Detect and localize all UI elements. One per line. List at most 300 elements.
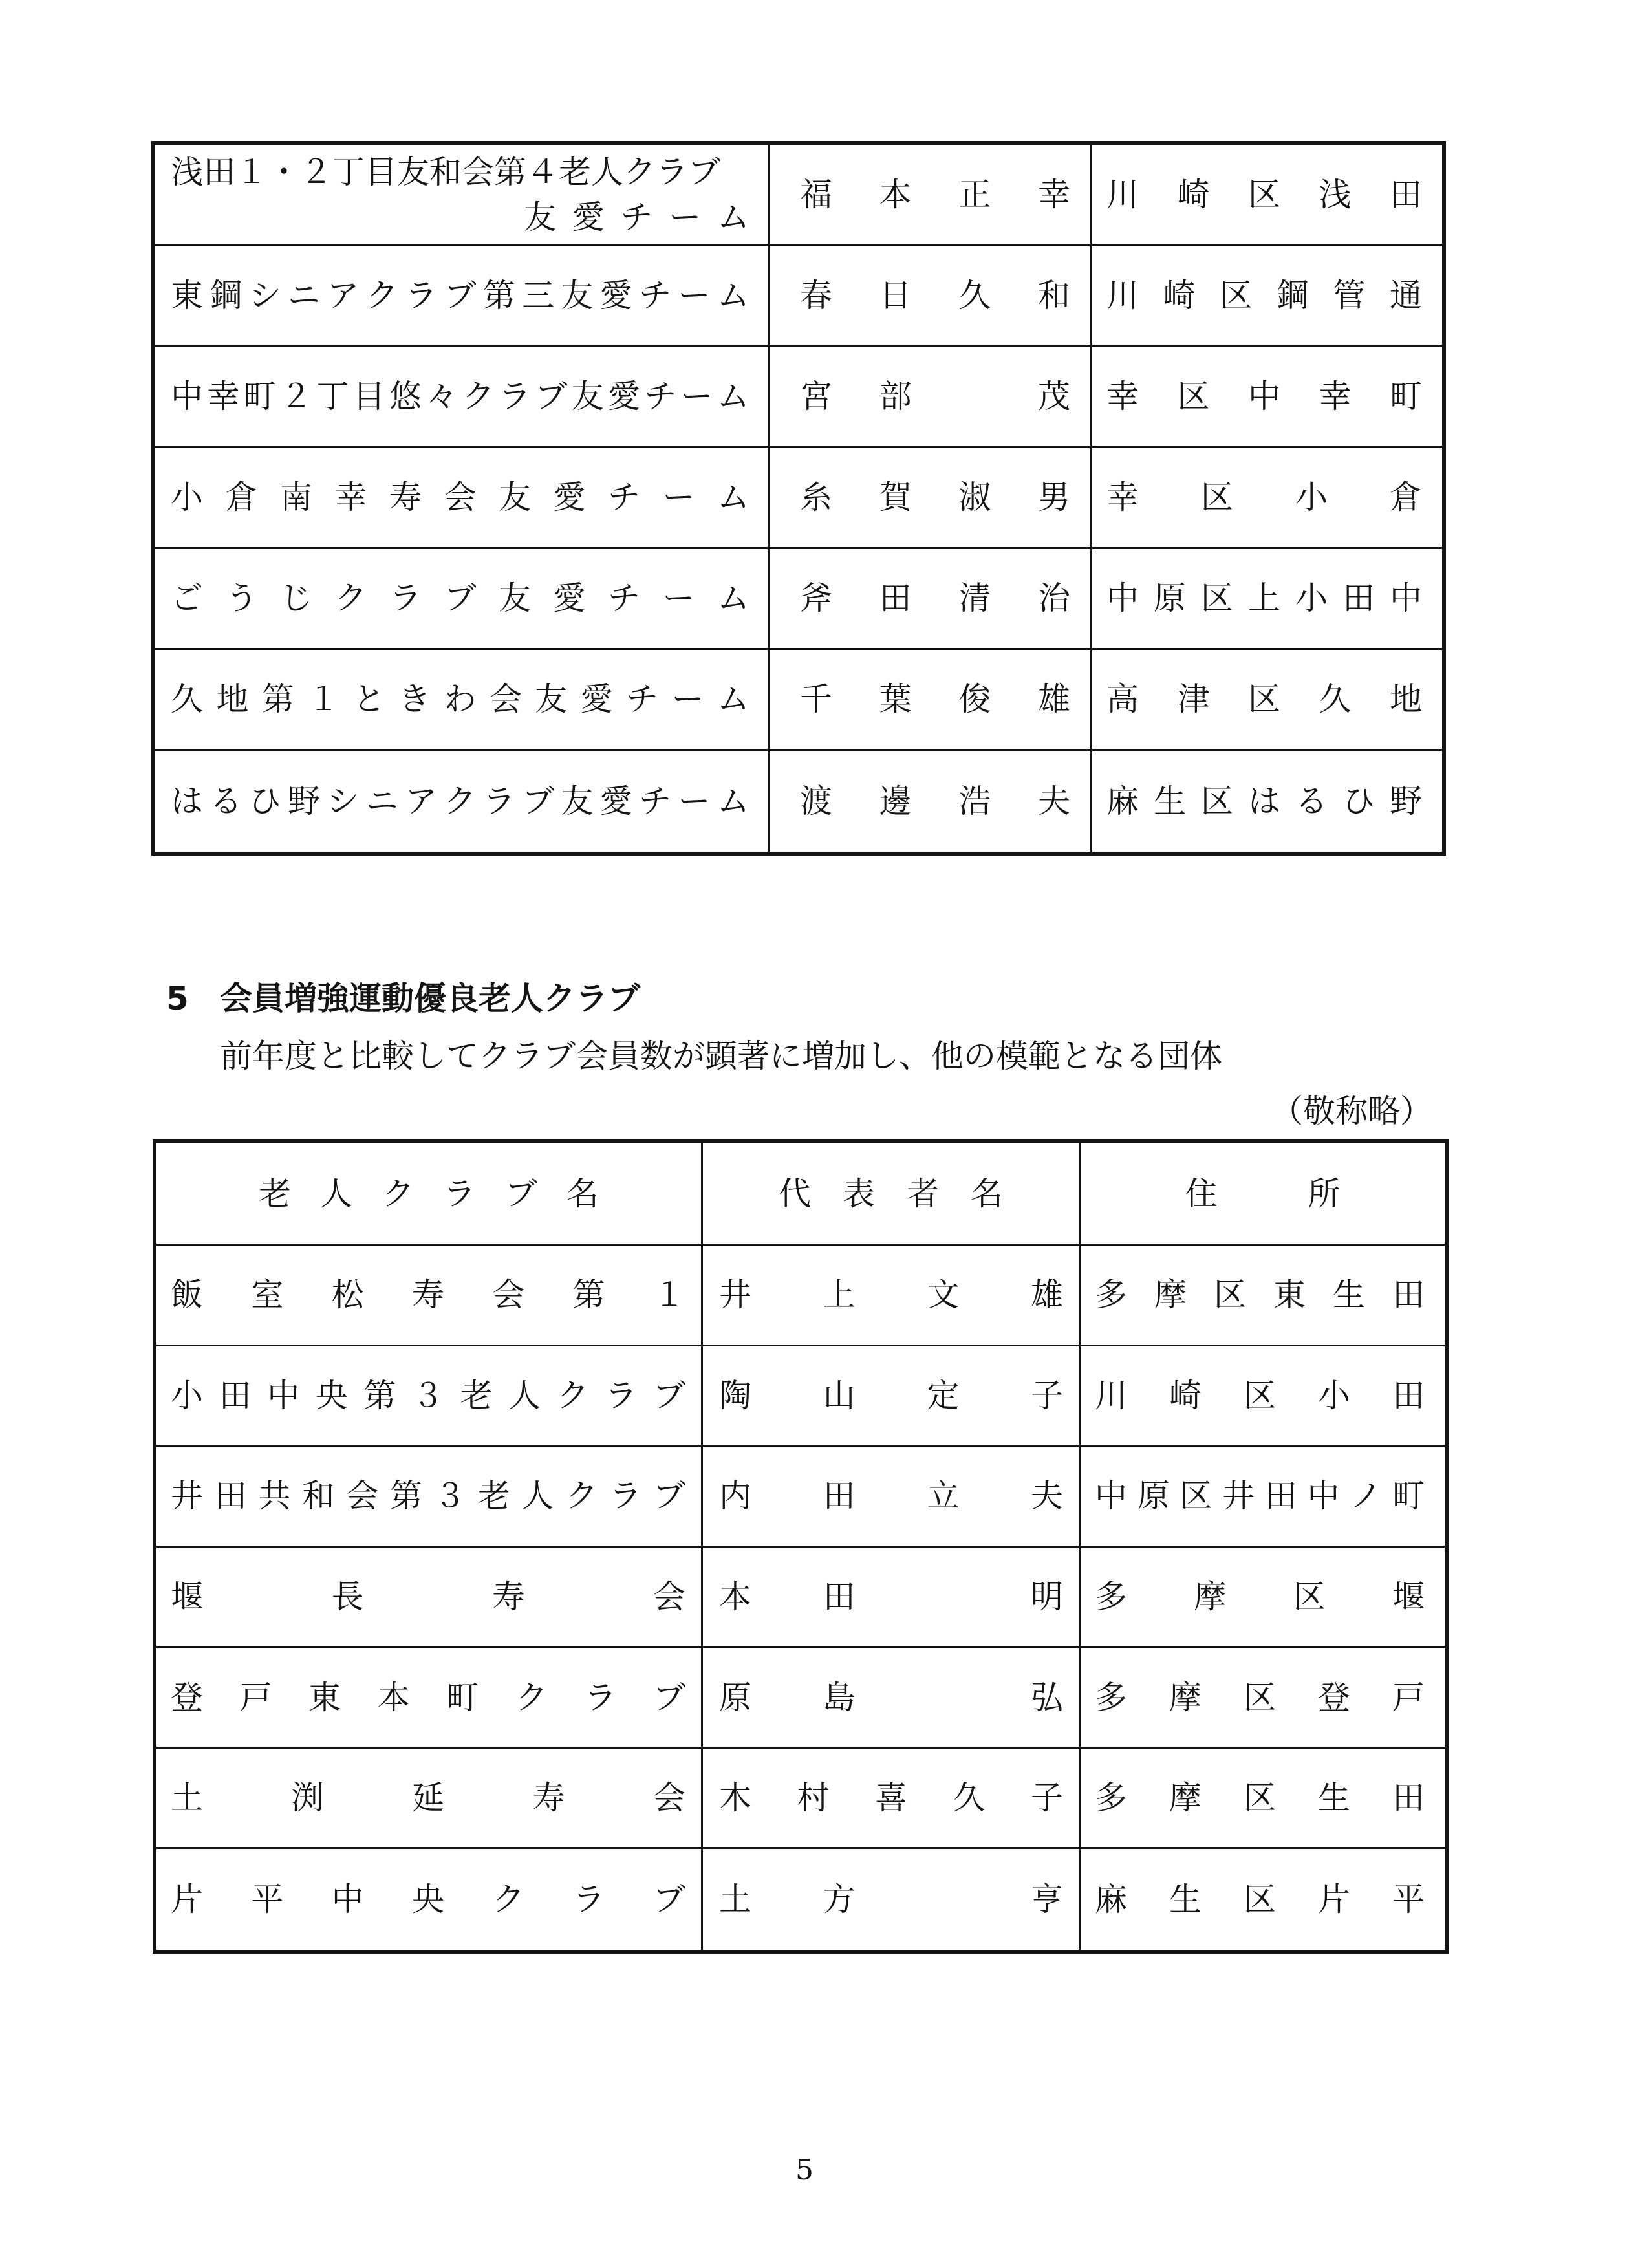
club-name <box>171 377 749 415</box>
glyph: 悠 <box>389 377 422 415</box>
glyph: 人 <box>521 1477 554 1515</box>
section-description: 前年度と比較してクラブ会員数が顕著に増加し、他の模範となる団体 <box>220 1037 1222 1075</box>
glyph <box>927 1581 959 1613</box>
glyph: 地 <box>1390 680 1422 718</box>
glyph: 邊 <box>879 782 912 820</box>
glyph: 田 <box>1392 1779 1425 1817</box>
glyph: 土 <box>719 1881 751 1919</box>
glyph: と <box>352 680 385 718</box>
glyph: は <box>1248 782 1280 820</box>
glyph: 長 <box>331 1577 364 1615</box>
glyph: ム <box>717 276 749 314</box>
representative-cell <box>770 650 1092 751</box>
glyph: 田 <box>1390 175 1422 213</box>
representative-cell <box>703 1849 1081 1950</box>
glyph: 町 <box>1390 377 1422 415</box>
glyph: 崎 <box>1163 276 1196 314</box>
glyph: 区 <box>1180 1477 1212 1515</box>
glyph: 第 <box>363 1376 396 1414</box>
glyph: 愛 <box>553 478 586 516</box>
glyph: 幸 <box>1037 175 1070 213</box>
glyph: 老 <box>460 1376 493 1414</box>
glyph: 第 <box>261 680 294 718</box>
address-cell <box>1092 145 1442 246</box>
glyph: ニ <box>365 782 398 820</box>
column-header-address <box>1081 1143 1445 1246</box>
glyph: ム <box>717 680 749 718</box>
representative-cell <box>770 549 1092 650</box>
address <box>1095 1477 1425 1515</box>
glyph: 立 <box>927 1477 960 1515</box>
glyph: 方 <box>823 1881 856 1919</box>
glyph: シ <box>248 276 281 314</box>
club-name <box>171 680 749 718</box>
glyph: ア <box>327 276 360 314</box>
glyph: ブ <box>652 1881 685 1919</box>
glyph: 陶 <box>719 1376 751 1414</box>
glyph: う <box>225 579 258 618</box>
glyph: 倉 <box>1390 478 1422 516</box>
column-header-label <box>1185 1174 1341 1213</box>
glyph: 上 <box>1248 579 1280 618</box>
glyph: ラ <box>605 1376 638 1414</box>
representative-cell <box>703 1246 1081 1346</box>
glyph: ラ <box>443 1174 476 1213</box>
honorific-note: （敬称略） <box>1271 1092 1432 1130</box>
glyph: ひ <box>1342 782 1375 820</box>
glyph: 中 <box>331 1881 364 1919</box>
representative-name <box>719 1678 1063 1716</box>
address-cell <box>1081 1246 1445 1346</box>
glyph: 幸 <box>1106 377 1139 415</box>
club-name-line-1: 浅田１・２丁目友和会第４老人クラブ <box>171 153 720 191</box>
glyph: 幸 <box>207 377 240 415</box>
glyph: ア <box>405 782 438 820</box>
glyph: 会 <box>492 1276 525 1314</box>
glyph: 区 <box>1201 579 1233 618</box>
club-name <box>171 1276 685 1314</box>
glyph: ノ <box>1350 1477 1383 1515</box>
glyph: 田 <box>1264 1477 1297 1515</box>
glyph: 区 <box>1214 1276 1246 1314</box>
glyph: チ <box>626 680 659 718</box>
glyph: 子 <box>1031 1779 1063 1817</box>
glyph: 田 <box>219 1376 252 1414</box>
glyph: ニ <box>288 276 321 314</box>
glyph: じ <box>280 579 312 618</box>
representative-cell <box>703 1548 1081 1648</box>
address <box>1095 1376 1425 1414</box>
glyph: 友 <box>561 276 594 314</box>
glyph: 友 <box>561 782 594 820</box>
glyph: 摩 <box>1169 1779 1202 1817</box>
glyph: 福 <box>800 175 832 213</box>
glyph: る <box>210 782 242 820</box>
glyph: 田 <box>1392 1376 1425 1414</box>
representative-name <box>719 1881 1063 1919</box>
glyph: 愛 <box>572 198 605 236</box>
glyph: 俊 <box>958 680 991 718</box>
glyph: 飯 <box>171 1276 203 1314</box>
representative-name <box>800 276 1070 314</box>
representative-name <box>800 579 1070 618</box>
glyph: 本 <box>879 175 912 213</box>
glyph: ク <box>334 579 367 618</box>
glyph: ク <box>382 1174 415 1213</box>
glyph: 友 <box>524 198 556 236</box>
glyph: 中 <box>171 377 203 415</box>
address-cell <box>1092 751 1442 852</box>
glyph: 会 <box>653 1779 685 1817</box>
column-header-label <box>259 1174 599 1213</box>
glyph: 生 <box>1169 1881 1202 1919</box>
glyph: ラ <box>389 579 422 618</box>
glyph: 町 <box>1392 1477 1425 1515</box>
glyph: き <box>398 680 431 718</box>
address-cell <box>1081 1548 1445 1648</box>
glyph: 区 <box>1220 276 1253 314</box>
glyph: ブ <box>652 1477 685 1515</box>
glyph: 和 <box>1037 276 1070 314</box>
glyph: ３ <box>411 1376 444 1414</box>
glyph: 会 <box>444 478 477 516</box>
glyph: 登 <box>1318 1678 1350 1716</box>
address <box>1106 680 1422 718</box>
club-name <box>171 1779 685 1817</box>
glyph: ク <box>565 1477 598 1515</box>
representative-name <box>719 1376 1063 1414</box>
glyph: チ <box>639 782 672 820</box>
glyph: 小 <box>1295 579 1328 618</box>
representative-name <box>800 680 1070 718</box>
glyph: 友 <box>571 377 604 415</box>
glyph: ラ <box>609 1477 642 1515</box>
glyph: 区 <box>1244 1881 1276 1919</box>
glyph: 田 <box>1392 1276 1425 1314</box>
representative-cell <box>703 1749 1081 1850</box>
glyph: 鋼 <box>1276 276 1309 314</box>
glyph: 東 <box>1273 1276 1306 1314</box>
glyph: 多 <box>1095 1276 1127 1314</box>
glyph: 区 <box>1201 782 1233 820</box>
address-cell <box>1092 347 1442 448</box>
club-name <box>171 478 749 516</box>
glyph: 清 <box>958 579 991 618</box>
section-title: 会員増強運動優良老人クラブ <box>220 980 640 1017</box>
club-name-cell <box>155 549 770 650</box>
glyph: ム <box>717 579 749 618</box>
glyph: 会 <box>346 1477 379 1515</box>
representative-name <box>719 1276 1063 1314</box>
club-name-cell <box>156 1648 703 1749</box>
glyph: 区 <box>1177 377 1210 415</box>
glyph: ブ <box>444 579 477 618</box>
glyph: 通 <box>1389 276 1422 314</box>
glyph: 島 <box>823 1678 856 1716</box>
glyph: 生 <box>1154 782 1186 820</box>
club-name-cell <box>156 1246 703 1346</box>
glyph: ク <box>444 782 477 820</box>
address <box>1095 1577 1425 1615</box>
glyph: 共 <box>258 1477 291 1515</box>
glyph: 土 <box>171 1779 203 1817</box>
glyph: ー <box>678 276 711 314</box>
glyph: 生 <box>1318 1779 1350 1817</box>
address-cell <box>1081 1648 1445 1749</box>
glyph: 糸 <box>800 478 832 516</box>
address-cell <box>1092 448 1442 548</box>
representative-name <box>719 1779 1063 1817</box>
membership-drive-table <box>153 1139 1449 1954</box>
glyph: 人 <box>320 1174 353 1213</box>
glyph: 浅 <box>1319 175 1352 213</box>
glyph: は <box>171 782 203 820</box>
glyph: 野 <box>288 782 321 820</box>
address <box>1106 782 1422 820</box>
glyph: 表 <box>843 1174 875 1213</box>
club-name-cell <box>155 751 770 852</box>
glyph: 摩 <box>1194 1577 1227 1615</box>
glyph: ラ <box>584 1678 617 1716</box>
club-name <box>171 782 749 820</box>
representative-cell <box>703 1648 1081 1749</box>
glyph: 本 <box>719 1577 751 1615</box>
glyph: 住 <box>1185 1174 1218 1213</box>
glyph <box>958 380 991 413</box>
glyph: 第 <box>572 1276 605 1314</box>
glyph: 東 <box>171 276 203 314</box>
glyph: 井 <box>1222 1477 1255 1515</box>
glyph: 延 <box>412 1779 444 1817</box>
club-name <box>171 1881 685 1919</box>
representative-name <box>800 377 1070 415</box>
glyph: 南 <box>280 478 312 516</box>
glyph: ー <box>662 579 695 618</box>
glyph: 小 <box>1295 478 1328 516</box>
glyph: 友 <box>499 579 531 618</box>
glyph: 崎 <box>1177 175 1210 213</box>
glyph: 崎 <box>1169 1376 1202 1414</box>
glyph: 愛 <box>599 782 632 820</box>
glyph: 日 <box>879 276 912 314</box>
glyph: 区 <box>1248 175 1280 213</box>
representative-name <box>800 478 1070 516</box>
glyph: 川 <box>1095 1376 1127 1414</box>
glyph: 川 <box>1106 276 1139 314</box>
glyph: 久 <box>171 680 203 718</box>
column-header-club <box>156 1143 703 1246</box>
column-header-representative <box>703 1143 1081 1246</box>
address-cell <box>1081 1447 1445 1548</box>
address <box>1106 579 1422 618</box>
glyph: 渕 <box>291 1779 324 1817</box>
glyph: 丁 <box>316 377 349 415</box>
glyph: 淑 <box>958 478 991 516</box>
glyph: 友 <box>499 478 531 516</box>
glyph: 原 <box>1154 579 1186 618</box>
glyph: チ <box>608 579 640 618</box>
address-cell <box>1081 1346 1445 1447</box>
glyph: 久 <box>958 276 991 314</box>
address-cell <box>1081 1749 1445 1850</box>
glyph: ム <box>717 198 749 236</box>
glyph: 井 <box>171 1477 203 1515</box>
glyph: ー <box>662 478 695 516</box>
glyph: 子 <box>1030 1376 1063 1414</box>
glyph: チ <box>639 276 672 314</box>
glyph <box>927 1681 959 1714</box>
glyph: ク <box>365 276 398 314</box>
glyph: 地 <box>216 680 249 718</box>
glyph: ク <box>515 1678 548 1716</box>
column-header-label <box>779 1174 1003 1213</box>
glyph: 中 <box>1106 579 1139 618</box>
glyph: チ <box>608 478 640 516</box>
glyph: 茂 <box>1037 377 1070 415</box>
glyph: 管 <box>1333 276 1366 314</box>
address <box>1106 377 1422 415</box>
glyph: 山 <box>823 1376 856 1414</box>
glyph: 宮 <box>800 377 832 415</box>
glyph <box>927 1883 959 1916</box>
address-cell <box>1092 549 1442 650</box>
glyph: 麻 <box>1095 1881 1127 1919</box>
glyph: 老 <box>259 1174 291 1213</box>
glyph: 渡 <box>800 782 832 820</box>
glyph: ク <box>556 1376 589 1414</box>
glyph: ３ <box>433 1477 466 1515</box>
glyph: 夫 <box>1037 782 1070 820</box>
glyph: 戸 <box>1392 1678 1425 1716</box>
glyph: 浩 <box>958 782 991 820</box>
representative-cell <box>770 751 1092 852</box>
glyph: 松 <box>331 1276 364 1314</box>
glyph: 上 <box>823 1276 856 1314</box>
glyph: １ <box>652 1276 685 1314</box>
friendship-team-table <box>151 141 1446 856</box>
glyph: 中 <box>1095 1477 1127 1515</box>
glyph: 幸 <box>1106 478 1139 516</box>
glyph: 多 <box>1095 1779 1127 1817</box>
glyph: 倉 <box>225 478 258 516</box>
glyph: 平 <box>251 1881 284 1919</box>
glyph: 斧 <box>800 579 832 618</box>
glyph: 区 <box>1244 1376 1276 1414</box>
address-cell <box>1081 1849 1445 1950</box>
glyph: 央 <box>315 1376 348 1414</box>
glyph: 片 <box>171 1881 203 1919</box>
representative-name <box>800 782 1070 820</box>
glyph: 久 <box>953 1779 986 1817</box>
glyph: 賀 <box>879 478 912 516</box>
glyph: 愛 <box>599 276 632 314</box>
representative-cell <box>770 448 1092 548</box>
club-name-cell <box>155 650 770 751</box>
glyph: 片 <box>1318 1881 1350 1919</box>
club-name-cell <box>155 145 770 246</box>
glyph: 雄 <box>1037 680 1070 718</box>
glyph: 高 <box>1106 680 1139 718</box>
glyph: 部 <box>879 377 912 415</box>
glyph: 中 <box>1248 377 1280 415</box>
glyph: 区 <box>1244 1678 1276 1716</box>
glyph: 戸 <box>239 1678 272 1716</box>
glyph: 野 <box>1390 782 1422 820</box>
glyph: 区 <box>1201 478 1233 516</box>
glyph: 小 <box>171 1376 203 1414</box>
glyph: 者 <box>907 1174 939 1213</box>
glyph: 多 <box>1095 1577 1127 1615</box>
glyph: 幸 <box>334 478 367 516</box>
address <box>1095 1779 1425 1817</box>
glyph: ひ <box>248 782 281 820</box>
glyph: 田 <box>214 1477 247 1515</box>
glyph: 正 <box>958 175 991 213</box>
glyph: 明 <box>1030 1577 1063 1615</box>
club-name-cell <box>156 1849 703 1950</box>
glyph: ラ <box>405 276 438 314</box>
club-name-cell <box>156 1447 703 1548</box>
glyph: 多 <box>1095 1678 1127 1716</box>
glyph: 雄 <box>1030 1276 1063 1314</box>
glyph: 町 <box>446 1678 479 1716</box>
address <box>1106 478 1422 516</box>
glyph: １ <box>307 680 340 718</box>
glyph: 定 <box>927 1376 960 1414</box>
glyph: 愛 <box>553 579 586 618</box>
glyph: 目 <box>352 377 385 415</box>
glyph: 区 <box>1244 1779 1276 1817</box>
glyph: 寿 <box>492 1577 525 1615</box>
glyph: 中 <box>1390 579 1422 618</box>
club-name <box>171 1577 685 1615</box>
glyph: 友 <box>535 680 568 718</box>
glyph: 小 <box>171 478 203 516</box>
glyph: 村 <box>797 1779 830 1817</box>
glyph: 麻 <box>1106 782 1139 820</box>
glyph: ブ <box>522 782 555 820</box>
club-name-cell <box>156 1548 703 1648</box>
glyph: 春 <box>800 276 832 314</box>
glyph: る <box>1295 782 1328 820</box>
glyph: ブ <box>652 1376 685 1414</box>
glyph: 生 <box>1333 1276 1365 1314</box>
club-name-cell <box>155 448 770 548</box>
club-name-cell <box>155 246 770 347</box>
club-name <box>171 276 749 314</box>
glyph: 名 <box>566 1174 599 1213</box>
glyph: 寿 <box>532 1779 565 1817</box>
glyph: 摩 <box>1169 1678 1202 1716</box>
glyph: 田 <box>823 1577 856 1615</box>
address <box>1095 1678 1425 1716</box>
glyph: 弘 <box>1030 1678 1063 1716</box>
glyph: ラ <box>572 1881 605 1919</box>
representative-name <box>800 175 1070 213</box>
glyph: ご <box>171 579 203 618</box>
club-name <box>171 1376 685 1414</box>
glyph: 愛 <box>580 680 613 718</box>
address <box>1095 1276 1425 1314</box>
glyph: 田 <box>879 579 912 618</box>
address <box>1095 1881 1425 1919</box>
glyph: 葉 <box>879 680 912 718</box>
glyph: 代 <box>779 1174 811 1213</box>
club-name-cell <box>155 347 770 448</box>
section-number: 5 <box>166 980 189 1017</box>
glyph: 寿 <box>389 478 422 516</box>
club-name <box>171 1477 685 1515</box>
